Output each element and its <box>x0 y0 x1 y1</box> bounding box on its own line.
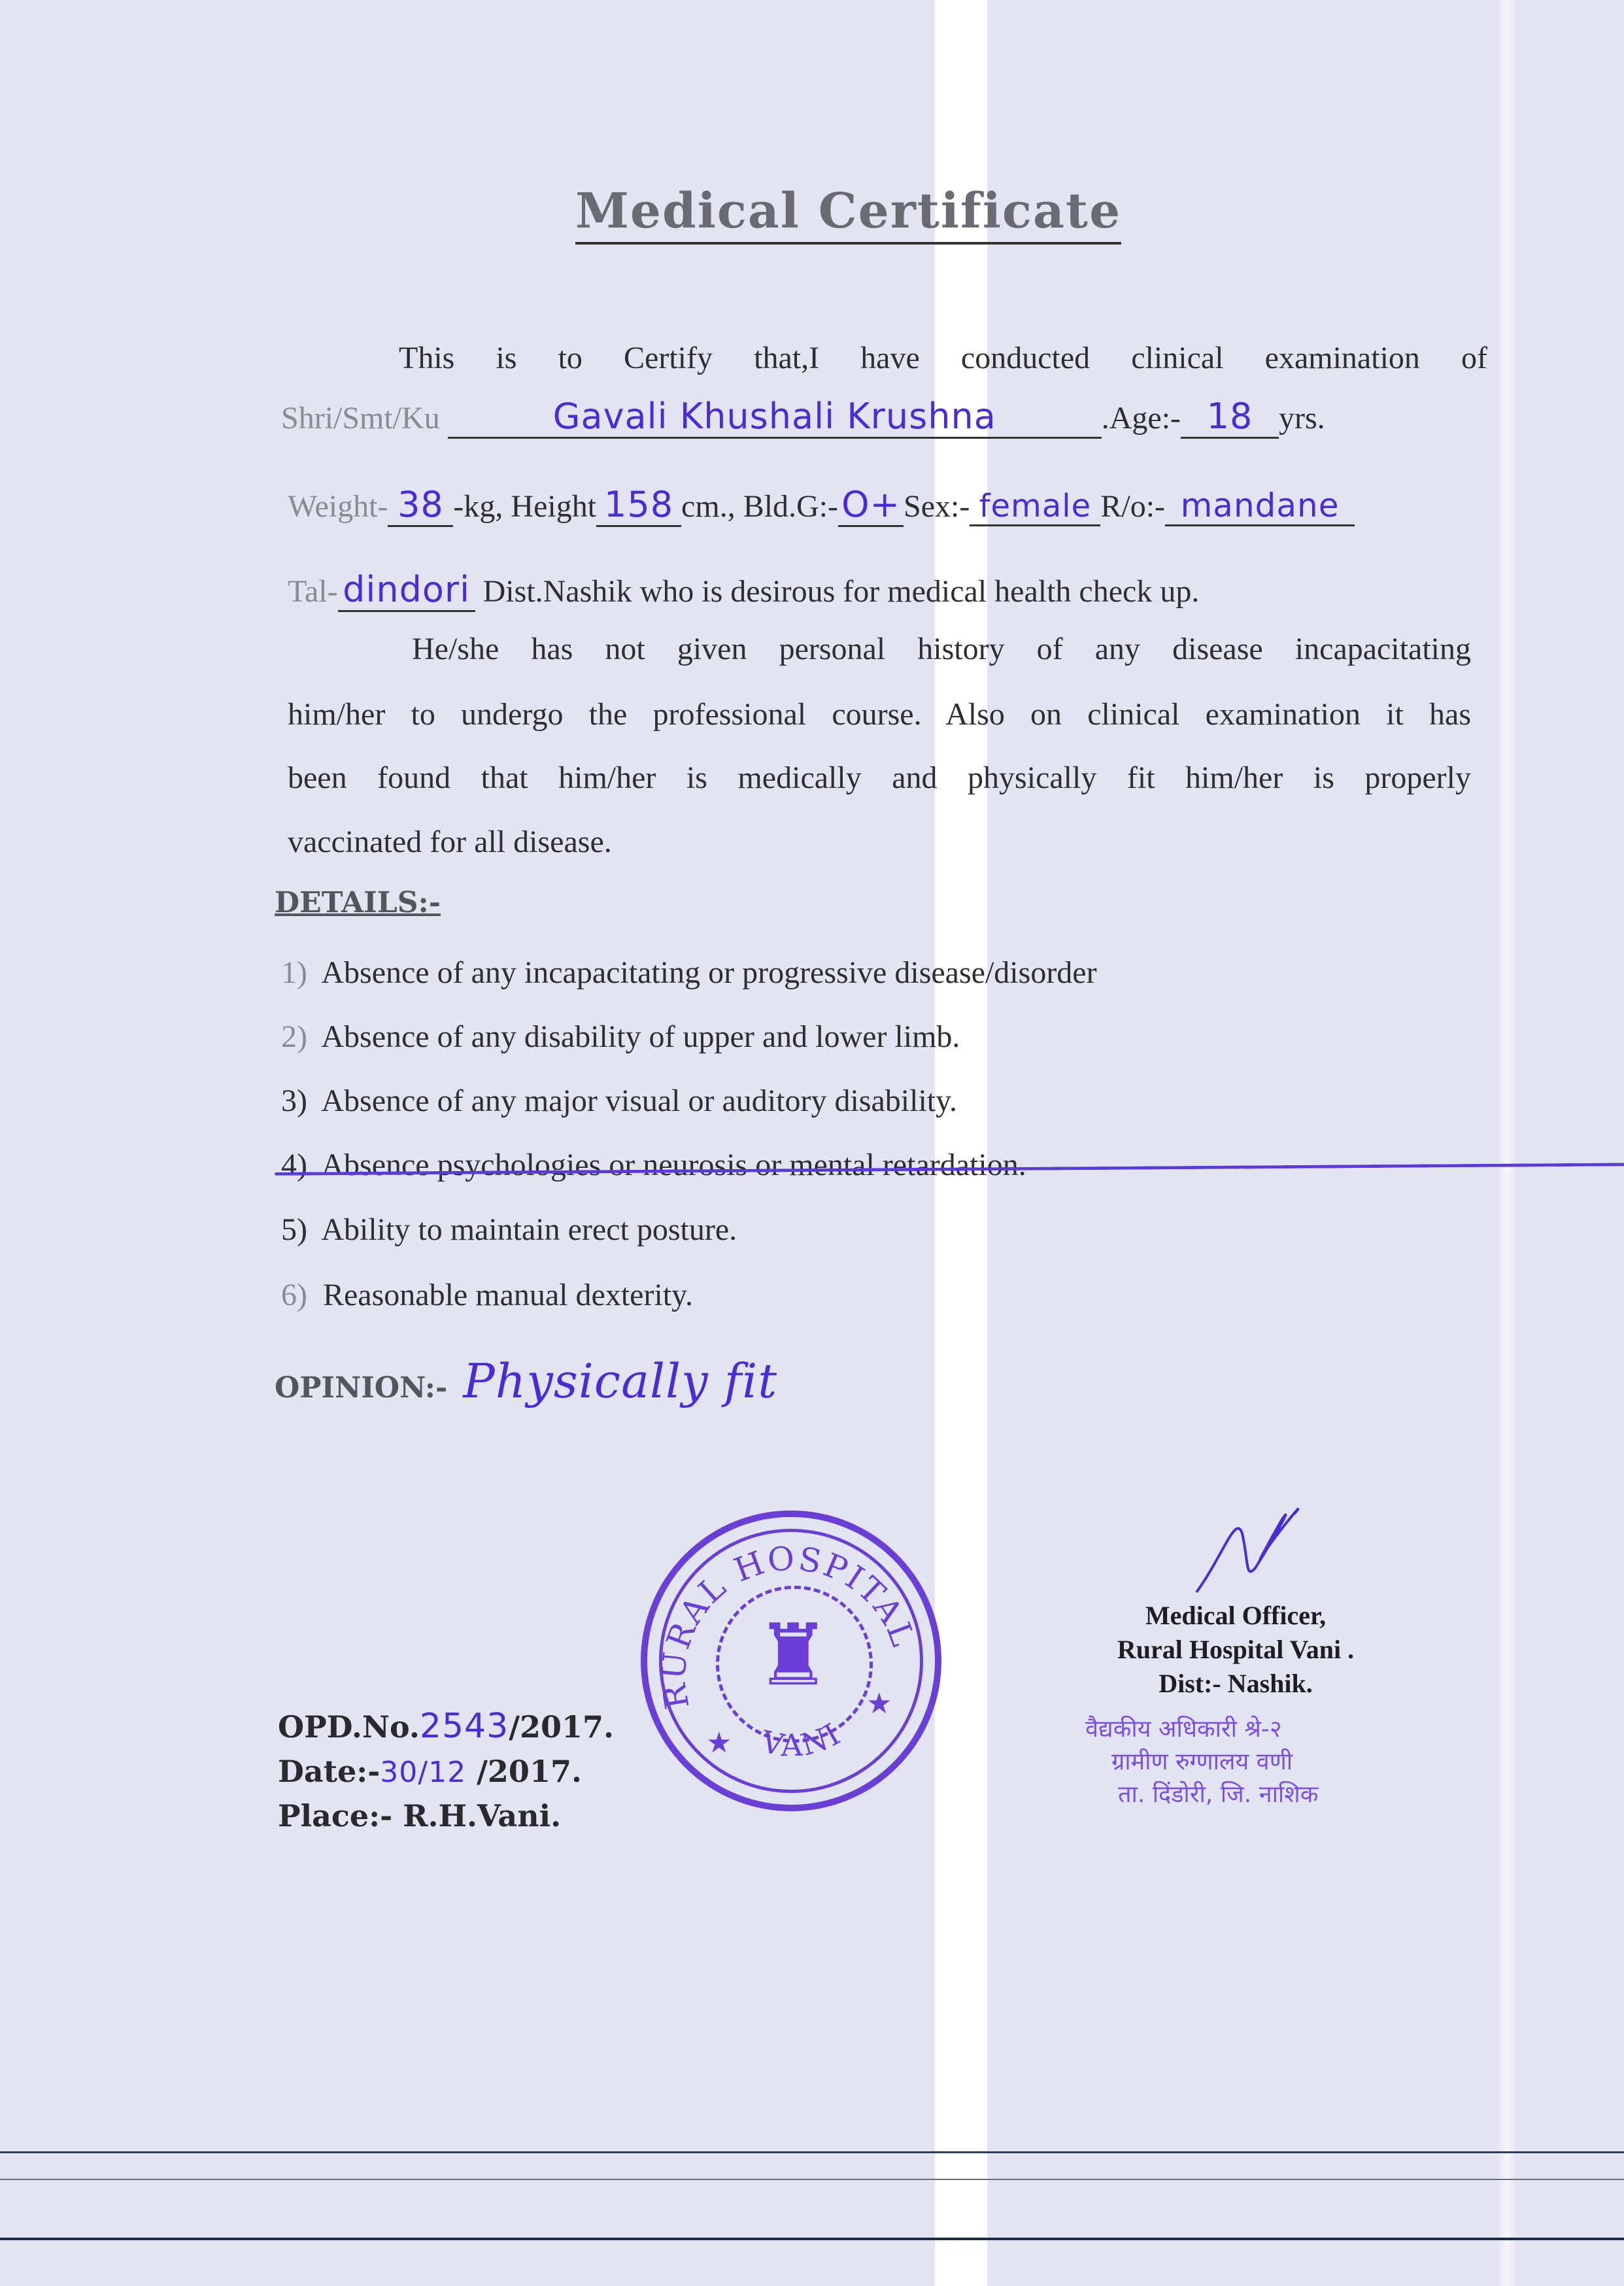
opd-year: /2017. <box>509 1709 615 1745</box>
cm-bldg-label: cm., Bld.G:- <box>681 489 839 524</box>
kg-label: -kg, <box>453 489 503 524</box>
detail-item <box>281 1019 960 1055</box>
officer-district: Dist:- Nashik. <box>1159 1669 1313 1698</box>
age-value: 18 <box>1206 396 1253 437</box>
residence-field <box>1165 486 1355 526</box>
scan-edge-line <box>0 2179 1624 2180</box>
stamp-top-text: RURAL HOSPITAL <box>654 1539 923 1713</box>
national-emblem-icon: ♜ <box>755 1605 832 1705</box>
taluka-value: dindori <box>343 569 471 610</box>
residence-value: mandane <box>1180 486 1340 524</box>
officer-block <box>1072 1599 1399 1701</box>
height-field <box>596 484 681 527</box>
taluka-label: Tal- <box>288 574 338 609</box>
vitals-row <box>288 484 1517 527</box>
star-icon: ★ <box>706 1726 732 1760</box>
detail-text: Absence of any disability of upper and lower limb. <box>321 1019 960 1054</box>
officer-title: Medical Officer, <box>1145 1601 1327 1630</box>
scan-edge-line <box>0 2151 1624 2153</box>
stamp-bottom-text: VANI <box>758 1715 848 1764</box>
blood-group-field <box>838 484 904 527</box>
detail-text: Absence of any incapacitating or progressive disease/disorder <box>321 955 1097 990</box>
age-label: .Age:- <box>1101 401 1181 435</box>
star-icon: ★ <box>866 1687 892 1720</box>
svg-text:RURAL HOSPITAL <box>654 1539 922 1712</box>
detail-item-struck <box>281 1147 1624 1183</box>
detail-item <box>281 1212 737 1248</box>
opd-label: OPD.No. <box>278 1709 420 1745</box>
date-year: /2017. <box>477 1754 582 1789</box>
signature-mark <box>1183 1497 1314 1595</box>
sex-label: Sex:- <box>904 489 970 524</box>
body-line-4: vaccinated for all disease. <box>288 825 612 859</box>
scan-edge-line <box>0 2238 1624 2240</box>
district-text: Dist.Nashik who is desirous for medical health check up. <box>482 574 1200 609</box>
place-row <box>278 1798 561 1834</box>
opd-row <box>278 1707 614 1746</box>
date-label: Date:- <box>278 1754 381 1789</box>
intro-text: This is to Certify that,I have conducted clinical examination of <box>399 341 1487 375</box>
scan-streak-soft <box>1497 0 1517 2286</box>
detail-text: Absence of any major visual or auditory disability. <box>321 1083 957 1118</box>
date-value: 30/12 <box>380 1756 467 1789</box>
details-heading: DETAILS:- <box>275 886 441 919</box>
detail-number: 3) <box>281 1083 307 1118</box>
height-label: Height <box>511 489 597 524</box>
detail-number: 2) <box>281 1019 307 1054</box>
name-value: Gavali Khushali Krushna <box>552 396 996 437</box>
svg-text:VANI <box>758 1715 847 1763</box>
detail-item <box>281 1083 957 1119</box>
place-value: R.H.Vani. <box>403 1798 562 1834</box>
taluka-row <box>288 569 1199 612</box>
body-line-1: He/she has not given personal history of any disease incapacitating <box>412 632 1471 666</box>
date-row <box>278 1754 582 1789</box>
sex-value: female <box>979 488 1092 524</box>
residence-label: R/o:- <box>1100 489 1166 524</box>
body-line-2: him/her to undergo the professional course. Also on clinical examination it has <box>288 697 1471 732</box>
detail-number: 5) <box>281 1212 307 1247</box>
detail-text: Reasonable manual dexterity. <box>322 1278 693 1312</box>
detail-item <box>281 1277 693 1313</box>
opd-number: 2543 <box>419 1707 509 1746</box>
page-title: Medical Certificate <box>575 183 1121 245</box>
marathi-line-1: वैद्यकीय अधिकारी श्रे-२ <box>1085 1716 1282 1743</box>
detail-text: Absence psychologies or neurosis or mental retardation. <box>321 1148 1026 1182</box>
detail-item <box>281 955 1097 991</box>
sex-field <box>970 488 1100 526</box>
hospital-stamp <box>641 1510 941 1811</box>
body-line-3: been found that him/her is medically and physically fit him/her is properly <box>288 760 1471 795</box>
marathi-line-2: ग्रामीण रुग्णालय वणी <box>1111 1749 1293 1775</box>
detail-number: 1) <box>281 955 307 990</box>
opinion-value: Physically fit <box>463 1354 778 1408</box>
stamp-text-ring <box>641 1510 941 1811</box>
name-prefix-label: Shri/Smt/Ku <box>281 401 440 435</box>
name-row <box>281 396 1325 439</box>
height-value: 158 <box>604 484 674 525</box>
opinion-row <box>275 1354 777 1408</box>
weight-field <box>388 484 453 527</box>
opinion-label: OPINION:- <box>275 1371 448 1405</box>
detail-number: 4) <box>281 1148 307 1182</box>
weight-label: Weight- <box>288 489 388 524</box>
detail-text: Ability to maintain erect posture. <box>321 1212 737 1247</box>
detail-number: 6) <box>281 1278 307 1312</box>
name-field <box>448 396 1102 439</box>
officer-hospital: Rural Hospital Vani . <box>1117 1635 1355 1664</box>
place-label: Place:- <box>278 1798 393 1834</box>
officer-marathi-stamp <box>1072 1713 1438 1811</box>
marathi-line-3: ता. दिंडोरी, जि. नाशिक <box>1118 1781 1319 1808</box>
blood-group-value: O+ <box>841 484 900 525</box>
age-field <box>1181 396 1279 439</box>
taluka-field <box>338 569 475 612</box>
weight-value: 38 <box>398 484 444 525</box>
yrs-label: yrs. <box>1279 401 1325 435</box>
